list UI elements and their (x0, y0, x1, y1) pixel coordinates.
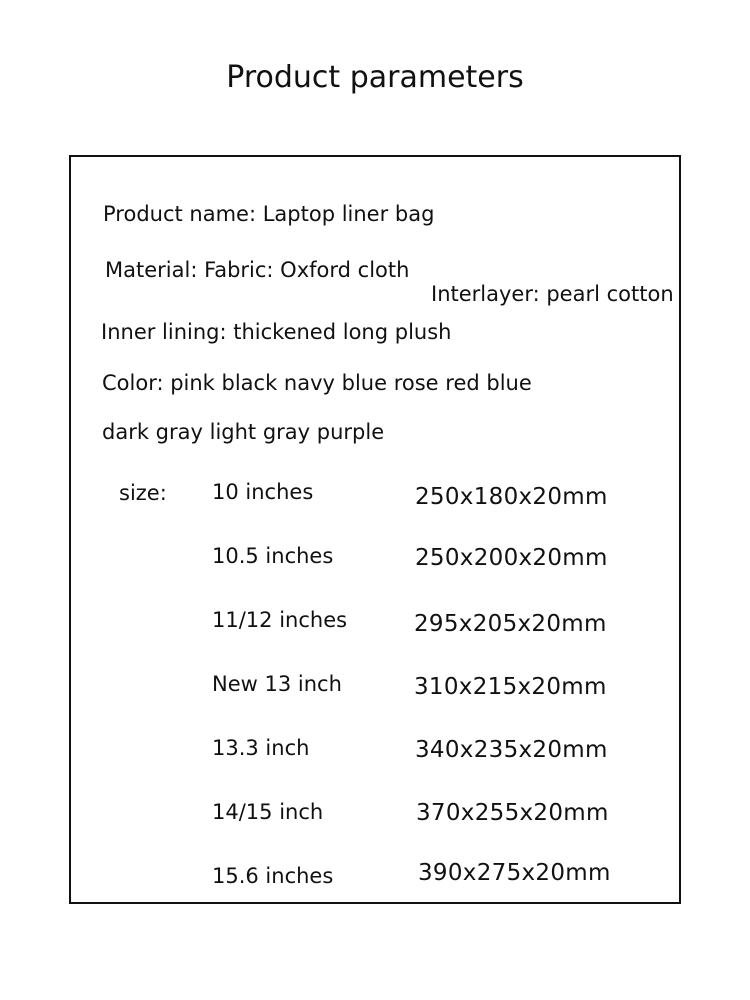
page-title: Product parameters (226, 60, 524, 95)
inner-lining-text: Inner lining: thickened long plush (101, 320, 452, 344)
size-name: 14/15 inch (212, 800, 324, 824)
size-dimensions: 340x235x20mm (415, 737, 608, 763)
size-dimensions: 310x215x20mm (414, 674, 607, 700)
size-dimensions: 295x205x20mm (414, 611, 607, 637)
size-name: New 13 inch (212, 672, 342, 696)
interlayer-text: Interlayer: pearl cotton (431, 282, 674, 306)
material-text: Material: Fabric: Oxford cloth (105, 258, 410, 282)
size-name: 11/12 inches (212, 608, 348, 632)
size-name: 10.5 inches (212, 544, 334, 568)
product-name-text: Product name: Laptop liner bag (103, 202, 435, 226)
color-text-line1: Color: pink black navy blue rose red blue (102, 371, 532, 395)
size-label: size: (119, 481, 167, 505)
size-dimensions: 390x275x20mm (418, 860, 611, 886)
color-text-line2: dark gray light gray purple (102, 420, 385, 444)
size-name: 13.3 inch (212, 736, 310, 760)
size-dimensions: 250x200x20mm (415, 545, 608, 571)
size-name: 15.6 inches (212, 864, 334, 888)
size-dimensions: 250x180x20mm (415, 484, 608, 510)
size-name: 10 inches (212, 480, 314, 504)
size-dimensions: 370x255x20mm (416, 800, 609, 826)
